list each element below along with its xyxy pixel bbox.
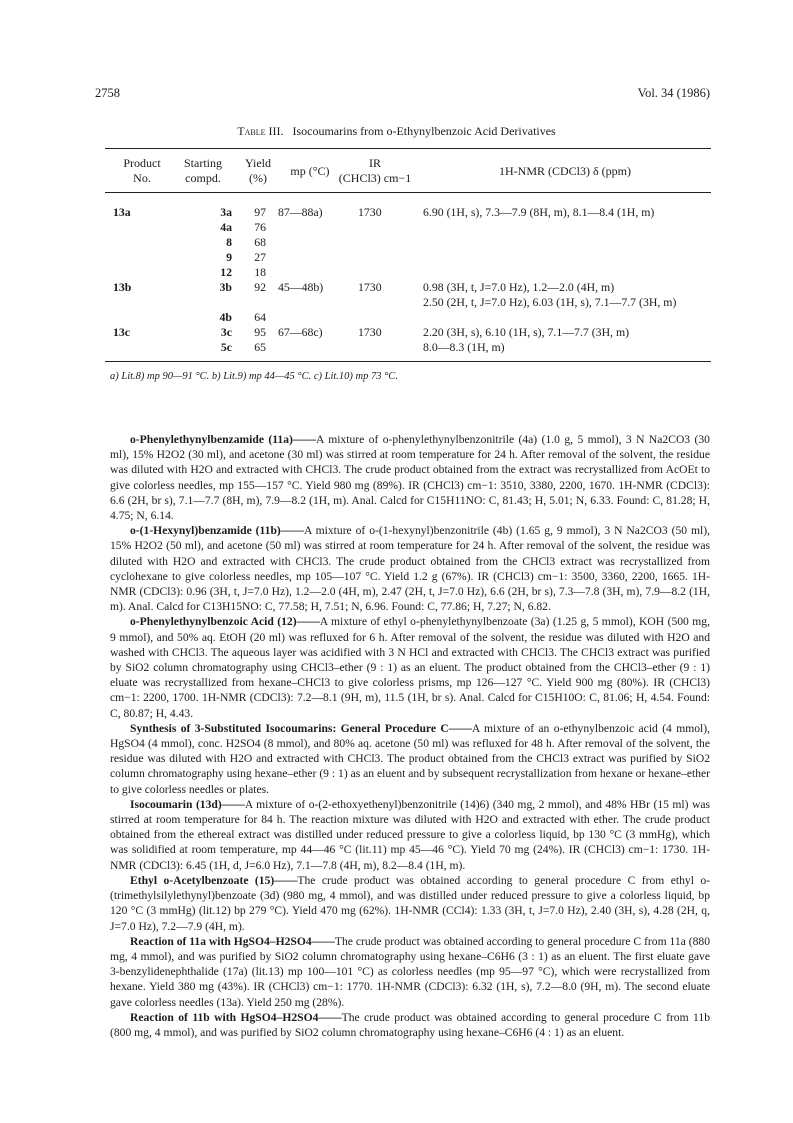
paragraph-text: A mixture of o-phenylethynylbenzonitrile (4a) (1.0 g, 5 mmol), 3 N Na2CO3 (30 ml), 15% H2O2 (30 ml), and acetone (30 ml) was stirred at room temperature for 24 h. After removal of the solvent, the residue was diluted with H2O and extracted with CHCl3. The crude product obtained from the extract was recrystallized from AcOEt to give colorless needles, mp 155—157 °C. Yield 980 mg (89%). IR (CHCl3) cm−1: 3510, 3380, 2200, 1670. 1H-NMR (CDCl3): 6.6 (2H, br s), 7.1—7.7 (8H, m), 7.9—8.2 (1H, m). Anal. Calcd for C15H11NO: C, 81.43; H, 5.01; N, 6.33. Found: C, 81.28; H, 4.75; N, 6.14. — [110, 433, 710, 523]
cell-nmr: 6.90 (1H, s), 7.3—7.9 (8H, m), 8.1—8.4 (1H, m) — [423, 205, 655, 219]
cell-yield: 95 — [254, 325, 266, 339]
cell-nmr: 8.0—8.3 (1H, m) — [423, 340, 505, 354]
cell-yield: 27 — [254, 250, 266, 264]
paragraph-title: Reaction of 11a with HgSO4–H2SO4—— — [130, 934, 335, 948]
column-header-starting: Starting compd. — [184, 156, 222, 185]
table-bottom-rule — [105, 361, 711, 362]
paragraph — [110, 797, 710, 873]
cell-product: 13b — [113, 280, 132, 294]
table-label: Table III. — [237, 124, 284, 138]
cell-ir: 1730 — [358, 205, 382, 219]
page-number: 2758 — [95, 86, 120, 100]
volume-label: Vol. 34 (1986) — [637, 86, 710, 100]
paragraph-title: o-(1-Hexynyl)benzamide (11b)—— — [130, 524, 304, 538]
column-header-ir: IR (CHCl3) cm−1 — [338, 156, 412, 185]
column-header-product: Product No. — [123, 156, 161, 185]
paragraph — [110, 523, 710, 614]
cell-nmr: 2.50 (2H, t, J=7.0 Hz), 6.03 (1H, s), 7.1—7.7 (3H, m) — [423, 295, 677, 309]
table-footnote: a) Lit.8) mp 90—91 °C. b) Lit.9) mp 44—45 °C. c) Lit.10) mp 73 °C. — [110, 371, 398, 382]
column-header-yield: Yield (%) — [245, 156, 271, 185]
cell-product: 13c — [113, 325, 131, 339]
cell-starting: 5c — [220, 340, 232, 354]
paragraph — [110, 721, 710, 797]
cell-mp: 45—48b) — [278, 280, 324, 294]
paragraph — [110, 934, 710, 1010]
cell-ir: 1730 — [358, 325, 382, 339]
cell-starting: 12 — [220, 265, 232, 279]
cell-starting: 9 — [226, 250, 232, 264]
table-top-rule — [105, 148, 711, 149]
cell-nmr: 2.20 (3H, s), 6.10 (1H, s), 7.1—7.7 (3H, m) — [423, 325, 630, 339]
cell-yield: 76 — [254, 220, 266, 234]
paragraph-title: Reaction of 11b with HgSO4–H2SO4—— — [130, 1010, 342, 1024]
cell-yield: 18 — [254, 265, 266, 279]
paragraph-title: Ethyl o-Acetylbenzoate (15)—— — [130, 873, 298, 887]
paragraph — [110, 1010, 710, 1040]
paragraph-text: The crude product was obtained according to general procedure C from 11b (800 mg, 4 mmol), and was purified by SiO2 column chromatography using hexane–C6H6 (4 : 1) as an eluent. — [110, 1010, 710, 1039]
paragraph-title: Synthesis of 3-Substituted Isocoumarins: General Procedure C—— — [130, 721, 472, 735]
body-text — [110, 432, 710, 1040]
table-header-rule — [105, 192, 711, 193]
paragraph-text: A mixture of o-(1-hexynyl)benzonitrile (4b) (1.65 g, 9 mmol), 3 N Na2CO3 (50 ml), 15% H2O2 (50 ml), and acetone (50 ml) was stirred at room temperature for 24 h. After removal of the solvent, the residue was diluted with H2O and extracted with CHCl3. The crude product obtained from the CHCl3 extract was recrystallized from cyclohexane to give colorless needles, mp 105—107 °C. Yield 1.2 g (67%). IR (CHCl3) cm−1: 3500, 3360, 2200, 1665. 1H-NMR (CDCl3): 0.96 (3H, t, J=7.0 Hz), 1.2—2.0 (4H, m), 2.47 (2H, t, J=7.0 Hz), 6.6 (2H, br s), 7.3—7.8 (3H, m), 7.9—8.2 (1H, m). Anal. Calcd for C13H15NO: C, 77.58; H, 7.51; N, 6.96. Found: C, 77.86; H, 7.27; N, 6.82. — [110, 524, 710, 614]
paragraph-text: A mixture of an o-ethynylbenzoic acid (4 mmol), HgSO4 (4 mmol), conc. H2SO4 (8 mmol), and 80% aq. acetone (50 ml) was refluxed for 48 h. After removal of the solvent, the residue was diluted with H2O and extracted with CHCl3. The product obtained from the CHCl3 extract was purified by SiO2 column chromatography using hexane–ether (9 : 1) as an eluent and by subsequent recrystallization from hexane or hexane–ether to give colorless needles or plates. — [110, 721, 711, 796]
paragraph — [110, 432, 710, 523]
cell-starting: 8 — [226, 235, 232, 249]
cell-yield: 65 — [254, 340, 266, 354]
cell-mp: 87—88a) — [278, 205, 323, 219]
paragraph-title: Isocoumarin (13d)—— — [130, 797, 245, 811]
paragraph-text: The crude product was obtained according to general procedure C from ethyl o-(trimethylsilylethynyl)benzoate (3d) (980 mg, 4 mmol), and was distilled under reduced pressure to give a colorless liquid, bp 120 °C (3 mmHg) (lit.12) bp 279 °C). Yield 470 mg (62%). 1H-NMR (CCl4): 1.33 (3H, t, J=7.0 Hz), 2.40 (3H, s), 4.28 (2H, q, J=7.0 Hz), 7.2—7.9 (4H, m). — [110, 873, 710, 933]
paragraph — [110, 614, 710, 720]
cell-starting: 4a — [220, 220, 232, 234]
cell-yield: 92 — [254, 280, 266, 294]
paragraph-title: o-Phenylethynylbenzamide (11a)—— — [130, 433, 317, 446]
table-caption: Isocoumarins from o-Ethynylbenzoic Acid Derivatives — [292, 124, 556, 138]
cell-product: 13a — [113, 205, 131, 219]
column-header-nmr: 1H-NMR (CDCl3) δ (ppm) — [499, 164, 631, 178]
paragraph-title: o-Phenylethynylbenzoic Acid (12)—— — [130, 615, 320, 629]
paragraph-text: A mixture of ethyl o-phenylethynylbenzoate (3a) (1.25 g, 5 mmol), KOH (500 mg, 9 mmol), and 50% aq. EtOH (20 ml) was refluxed for 6 h. After removal of the solvent, the residue was diluted with H2O and washed with CHCl3. The aqueous layer was acidified with 3 N HCl and extracted with CHCl3. The CHCl3 extract was purified by SiO2 column chromatography using CHCl3–ether (9 : 1) as an eluent. The product obtained from the CHCl3–ether (9 : 1) eluate was recrystallized from hexane–CHCl3 to give colorless prisms, mp 126—127 °C. Yield 900 mg (80%). IR (CHCl3) cm−1: 2200, 1700. 1H-NMR (CDCl3): 7.2—8.1 (9H, m), 11.5 (1H, br s). Anal. Calcd for C15H10O: C, 81.06; H, 4.54. Found: C, 80.87; H, 4.43. — [110, 615, 710, 720]
cell-mp: 67—68c) — [278, 325, 323, 339]
cell-starting: 3a — [220, 205, 232, 219]
paragraph-text: A mixture of o-(2-ethoxyethenyl)benzonitrile (14)6) (340 mg, 2 mmol), and 48% HBr (15 ml) was stirred at room temperature for 84 h. The reaction mixture was diluted with H2O and extracted with ether. The crude product obtained from the ethereal extract was distilled under reduced pressure to give a colorless liquid, bp 130 °C (3 mmHg), which was solidified at room temperature, mp 44—46 °C (lit.11) mp 45—46 °C). Yield 70 mg (24%). IR (CHCl3) cm−1: 1730. 1H-NMR (CDCl3): 6.45 (1H, d, J=6.0 Hz), 7.1—7.8 (4H, m), 8.2—8.4 (1H, m). — [110, 797, 710, 872]
cell-yield: 64 — [254, 310, 266, 324]
cell-starting: 3b — [219, 280, 232, 294]
cell-yield: 97 — [254, 205, 266, 219]
table-title — [0, 124, 793, 139]
cell-starting: 3c — [220, 325, 232, 339]
cell-ir: 1730 — [358, 280, 382, 294]
paragraph — [110, 873, 710, 934]
cell-starting: 4b — [219, 310, 232, 324]
cell-nmr: 0.98 (3H, t, J=7.0 Hz), 1.2—2.0 (4H, m) — [423, 280, 615, 294]
paragraph-text: The crude product was obtained according to general procedure C from 11a (880 mg, 4 mmol), and was purified by SiO2 column chromatography using hexane–C6H6 (3 : 1) as an eluent. The first eluate gave 3-benzylidenephthalide (17a) (lit.13) mp 100—101 °C) as colorless needles (mp 95—97 °C), which were recrystallized from hexane. Yield 380 mg (43%). IR (CHCl3) cm−1: 1770. 1H-NMR (CDCl3): 6.32 (1H, s), 7.2—8.0 (9H, m). The second eluate gave colorless needles (13a). Yield 250 mg (28%). — [110, 934, 710, 1009]
cell-yield: 68 — [254, 235, 266, 249]
column-header-mp: mp (°C) — [290, 164, 330, 178]
